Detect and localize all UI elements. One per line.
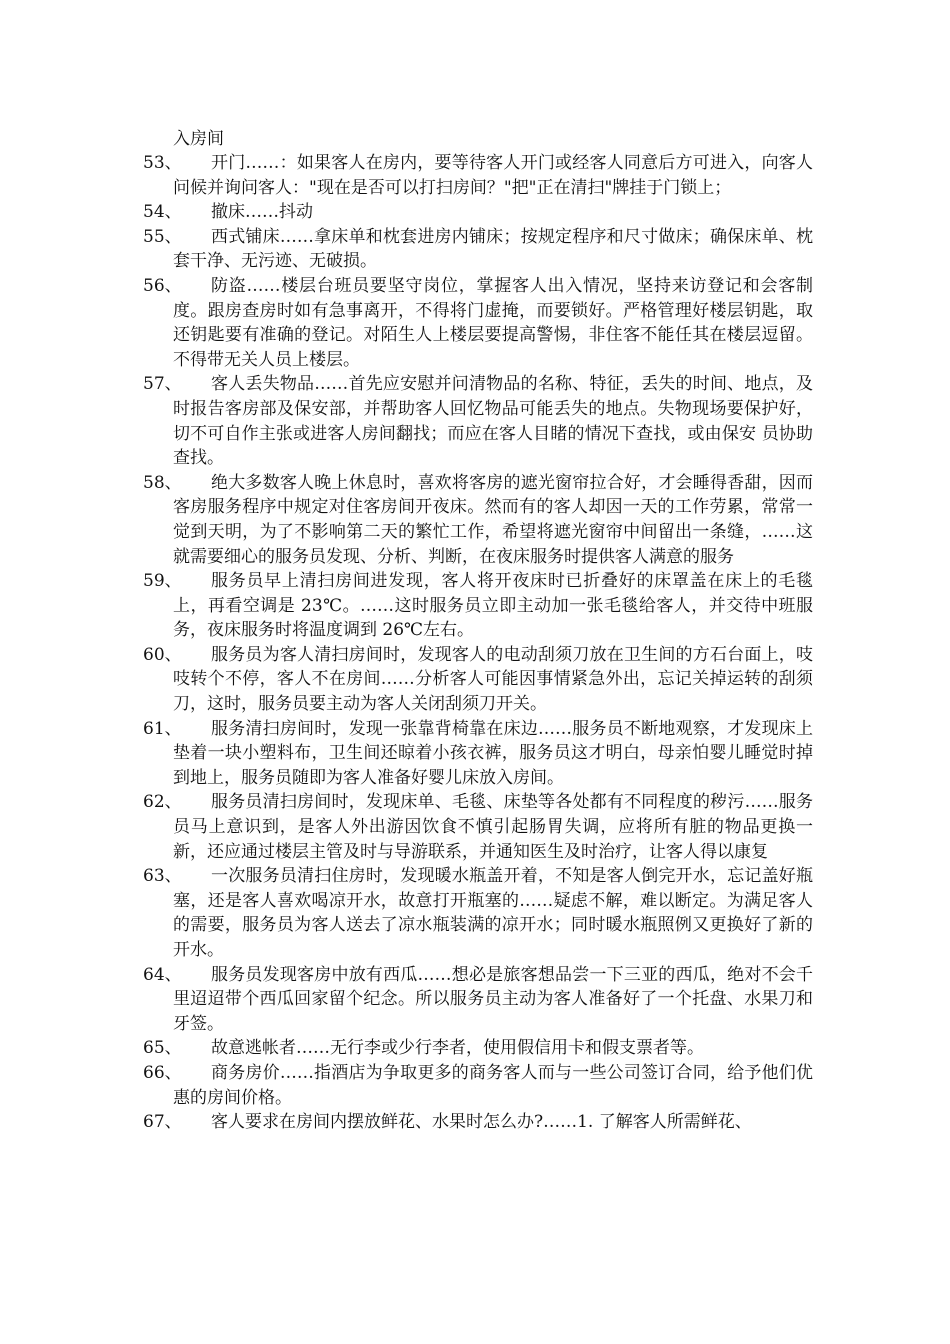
numbered-list bbox=[143, 151, 813, 1135]
list-item-58 bbox=[143, 471, 813, 569]
item-number: 55、 bbox=[143, 226, 182, 247]
item-number: 64、 bbox=[143, 964, 182, 985]
list-item-60 bbox=[143, 643, 813, 717]
list-item-59 bbox=[143, 569, 813, 643]
item-number: 58、 bbox=[143, 472, 182, 493]
list-item-65 bbox=[143, 1036, 813, 1061]
item-text: 服务清扫房间时，发现一张靠背椅靠在床边……服务员不断地观察，才发现床上垫着一块小塑料布，卫生间还晾着小孩衣裤，服务员这才明白，母亲怕婴儿睡觉时掉到地上，服务员随即为客人准备好婴儿床放入房间。 bbox=[173, 718, 813, 788]
item-number: 66、 bbox=[143, 1062, 182, 1083]
item-text: 服务员清扫房间时，发现床单、毛毯、床垫等各处都有不同程度的秽污……服务员马上意识到，是客人外出游因饮食不慎引起肠胃失调，应将所有脏的物品更换一新，还应通过楼层主管及时与导游联系，并通知医生及时治疗，让客人得以康复 bbox=[173, 792, 813, 862]
item-text: 防盗……楼层台班员要坚守岗位，掌握客人出入情况，坚持来访登记和会客制度。跟房查房时如有急事离开，不得将门虚掩，而要锁好。严格管理好楼层钥匙，取还钥匙要有准确的登记。对陌生人上楼层要提高警惕，非住客不能任其在楼层逗留。不得带无关人员上楼层。 bbox=[173, 275, 813, 370]
item-number: 65、 bbox=[143, 1038, 182, 1059]
item-text: 西式铺床……拿床单和枕套进房内铺床；按规定程序和尺寸做床；确保床单、枕套干净、无污迹、无破损。 bbox=[173, 226, 813, 272]
item-text: 商务房价……指酒店为争取更多的商务客人而与一些公司签订合同，给予他们优惠的房间价格。 bbox=[173, 1062, 813, 1108]
list-item-54 bbox=[143, 200, 813, 225]
item-number: 56、 bbox=[143, 275, 182, 296]
item-number: 53、 bbox=[143, 153, 182, 173]
list-item-66 bbox=[143, 1061, 813, 1110]
list-item-61 bbox=[143, 717, 813, 791]
item-text: 服务员为客人清扫房间时，发现客人的电动刮须刀放在卫生间的方石台面上，吱吱转个不停，客人不在房间……分析客人可能因事情紧急外出，忘记关掉运转的刮须刀，这时，服务员要主动为客人关闭刮须刀开关。 bbox=[173, 644, 813, 715]
item-number: 54、 bbox=[143, 202, 182, 223]
item-text: 开门……：如果客人在房内，要等待客人开门或经客人同意后方可进入，向客人问候并询问客人："现在是否可以打扫房间？"把"正在清扫"牌挂于门锁上； bbox=[173, 153, 813, 198]
item-number: 61、 bbox=[143, 718, 182, 739]
continuation-text: 入房间 bbox=[173, 129, 224, 149]
list-item-56 bbox=[143, 274, 813, 372]
list-item-63 bbox=[143, 864, 813, 962]
item-text: 撤床……抖动 bbox=[211, 202, 313, 223]
item-text: 服务员发现客房中放有西瓜……想必是旅客想品尝一下三亚的西瓜，绝对不会千里迢迢带个西瓜回家留个纪念。所以服务员主动为客人准备好了一个托盘、水果刀和牙签。 bbox=[173, 964, 813, 1034]
list-item-67 bbox=[143, 1110, 813, 1135]
item-text: 客人丢失物品……首先应安慰并问清物品的名称、特征，丢失的时间、地点，及时报告客房部及保安部，并帮助客人回忆物品可能丢失的地点。失物现场要保护好，切不可自作主张或进客人房间翻找；而应在客人目睹的情况下查找，或由保安 员协助查找。 bbox=[173, 374, 813, 469]
item-text: 服务员早上清扫房间进发现，客人将开夜床时已折叠好的床罩盖在床上的毛毯上，再看空调是 23℃。……这时服务员立即主动加一张毛毯给客人，并交待中班服务，夜床服务时将温度调到 26℃左右。 bbox=[173, 571, 813, 641]
item-number: 59、 bbox=[143, 571, 182, 592]
list-item-53 bbox=[143, 151, 813, 200]
list-item-62 bbox=[143, 790, 813, 864]
list-item-57 bbox=[143, 372, 813, 470]
list-item-55 bbox=[143, 225, 813, 274]
item-text: 绝大多数客人晚上休息时，喜欢将客房的遮光窗帘拉合好，才会睡得香甜，因而客房服务程序中规定对住客房间开夜床。然而有的客人却因一天的工作劳累，常常一觉到天明，为了不影响第二天的繁忙工作，希望将遮光窗帘中间留出一条缝，……这就需要细心的服务员发现、分析、判断，在夜床服务时提供客人满意的服务 bbox=[173, 472, 813, 567]
item-number: 63、 bbox=[143, 866, 182, 887]
item-text: 一次服务员清扫住房时，发现暖水瓶盖开着，不知是客人倒完开水，忘记盖好瓶塞，还是客人喜欢喝凉开水，故意打开瓶塞的……疑虑不解，难以断定。为满足客人的需要，服务员为客人送去了凉水瓶装满的凉开水；同时暖水瓶照例又更换好了新的开水。 bbox=[173, 866, 813, 960]
item-number: 60、 bbox=[143, 644, 182, 665]
item-text: 客人要求在房间内摆放鲜花、水果时怎么办?……1. 了解客人所需鲜花、 bbox=[211, 1112, 752, 1133]
list-item-64 bbox=[143, 963, 813, 1037]
item-number: 57、 bbox=[143, 374, 182, 395]
item-number: 67、 bbox=[143, 1112, 182, 1133]
item-text: 故意逃帐者……无行李或少行李者，使用假信用卡和假支票者等。 bbox=[211, 1038, 704, 1059]
item-number: 62、 bbox=[143, 792, 182, 813]
